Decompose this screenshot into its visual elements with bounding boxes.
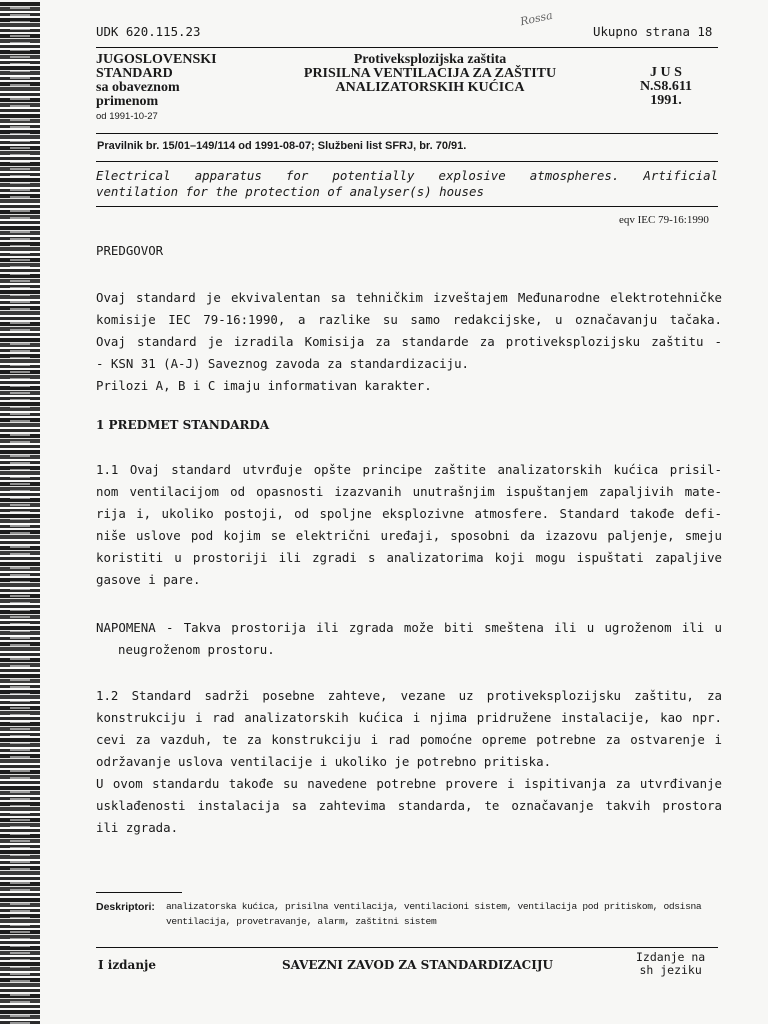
foreword-heading: PREDGOVOR [96, 243, 164, 258]
descriptors-label: Deskriptori: [96, 901, 155, 913]
text-line: Prilozi A, B i C imaju informativan karakter. [96, 378, 432, 393]
edition: I izdanje [98, 958, 157, 972]
org-line: JUGOSLOVENSKI [96, 52, 217, 67]
title-rule [96, 206, 718, 207]
standard-number-block [614, 66, 718, 108]
descriptors-line: analizatorska kućica, prisilna ventilacija, ventilacioni sistem, ventilacija pod pritiskom, odsisna [166, 901, 702, 912]
text-line: Ovaj standard je ekvivalentan sa tehničkim izveštajem Međunarodne elektrotehničke [96, 290, 722, 305]
regulation-reference: Pravilnik br. 15/01–149/114 od 1991-08-07; Službeni list SFRJ, br. 70/91. [97, 140, 467, 152]
text-line: U ovom standardu takođe su navedene potrebne provere i ispitivanja za utvrđivanje [96, 776, 722, 791]
org-line: sa obaveznom [96, 80, 180, 95]
english-title [96, 168, 718, 200]
total-pages: Ukupno strana 18 [593, 24, 713, 39]
text-line: održavanje uslova ventilacije i ukoliko je potrebno pritiska. [96, 754, 552, 769]
descriptors-line: ventilacija, provetravanje, alarm, zaštitni sistem [166, 916, 437, 927]
text-line: neugroženom prostoru. [118, 642, 275, 657]
note-paragraph [96, 617, 722, 661]
udk-code: UDK 620.115.23 [96, 24, 201, 39]
text-line: gasove i pare. [96, 572, 201, 587]
standard-line: 1991. [650, 93, 682, 108]
foreword-text [96, 287, 722, 397]
standard-line: N.S8.611 [639, 79, 693, 94]
publisher: SAVEZNI ZAVOD ZA STANDARDIZACIJU [282, 958, 553, 972]
english-title-line: ventilation for the protection of analyser(s) houses [96, 184, 484, 199]
footer-rule [96, 947, 718, 948]
paragraph-1-1 [96, 459, 722, 591]
text-line: 1.2 Standard sadrži posebne zahteve, vezane uz protiveksplozijsku zaštitu, za [96, 688, 722, 703]
title-block [282, 53, 578, 95]
section-heading: 1 PREDMET STANDARDA [96, 418, 270, 432]
footnote-rule [96, 892, 182, 893]
text-line: 1.1 Ovaj standard utvrđuje opšte principe zaštite analizatorskih kućica prisil- [96, 462, 722, 477]
text-line: ili zgrada. [96, 820, 179, 835]
header-rule-middle [96, 133, 718, 134]
text-line: usklađenosti instalacija sa zahtevima standarda, te označavanje takvih prostora [96, 798, 722, 813]
header-rule-bottom [96, 161, 718, 162]
org-block [96, 53, 217, 109]
equivalence-note: eqv IEC 79-16:1990 [619, 214, 709, 226]
paragraph-1-2 [96, 685, 722, 839]
text-line: cevi za vazduh, te za konstrukciju i rad pomoćne opreme potrebne za ostvarenje i [96, 732, 722, 747]
language-note [636, 951, 705, 977]
text-line: rija i, ukoliko postoji, od spoljne eksplozivne atmosfere. Standard takođe defi- [96, 506, 722, 521]
handwritten-note: Rossa [519, 8, 554, 29]
text-line: koristiti u prostoriji ili zgradi s analizatorima koji mogu ispuštati zapaljive [96, 550, 722, 565]
text-line: NAPOMENA - Takva prostorija ili zgrada može biti smeštena ili u ugroženom ili u [96, 620, 722, 635]
text-line: nom ventilacijom od opasnosti izazvanih unutrašnjim ispuštanjem zapaljivih mate- [96, 484, 722, 499]
text-line: komisije IEC 79-16:1990, a razlike su samo redakcijske, u označavanju tačaka. [96, 312, 722, 327]
title-line: Protiveksplozijska zaštita [353, 52, 507, 67]
org-line: STANDARD [96, 66, 173, 81]
title-line: PRISILNA VENTILACIJA ZA ZAŠTITU [303, 66, 557, 81]
text-line: konstrukciju i rad analizatorskih kućica i njima pridružene instalacije, kao npr. [96, 710, 722, 725]
language-line: sh jeziku [639, 963, 702, 977]
text-line: - KSN 31 (A-J) Saveznog zavoda za standardizaciju. [96, 356, 469, 371]
text-line: niše uslove pod kojim se električni uređaji, sposobni da izazovu paljenje, smeju [96, 528, 722, 543]
title-line: ANALIZATORSKIH KUĆICA [335, 80, 525, 95]
header-rule-top [96, 47, 718, 48]
standard-line: J U S [650, 65, 682, 80]
text-line: Ovaj standard je izradila Komisija za standarde za protiveksplozijsku zaštitu - [96, 334, 722, 349]
org-line: primenom [96, 94, 159, 109]
effective-date: od 1991-10-27 [96, 111, 158, 122]
language-line: Izdanje na [636, 950, 706, 964]
english-title-line: Electrical apparatus for potentially explosive atmospheres. Artificial [96, 168, 718, 183]
